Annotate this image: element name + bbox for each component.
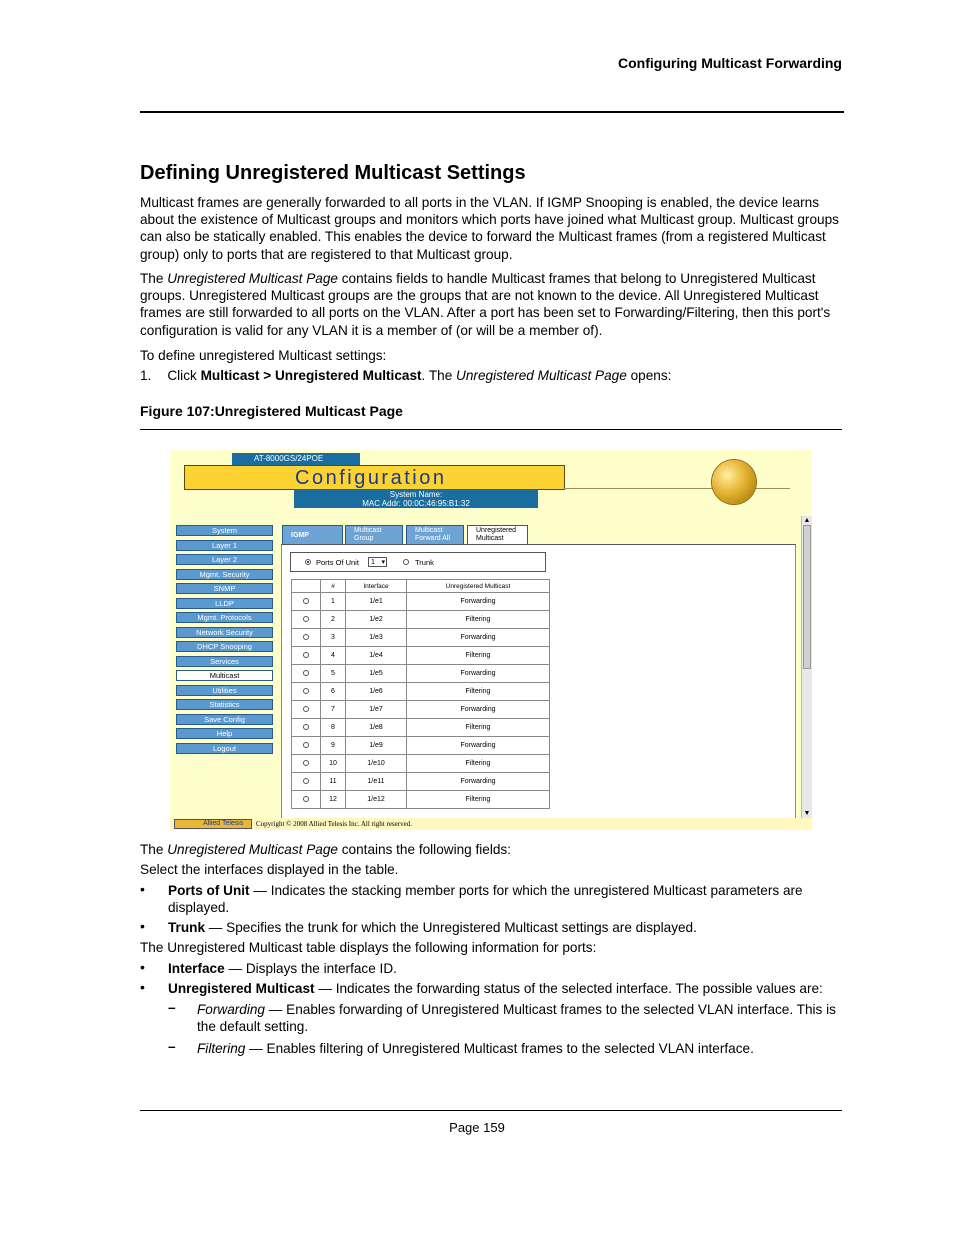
row-interface: 1/e6 xyxy=(346,683,407,701)
scroll-up-icon[interactable]: ▲ xyxy=(803,517,811,524)
row-radio[interactable] xyxy=(303,616,309,622)
row-radio[interactable] xyxy=(303,688,309,694)
row-number: 12 xyxy=(321,791,346,809)
nav-item-utilities[interactable]: Utilities xyxy=(176,685,273,696)
nav-item-layer-2[interactable]: Layer 2 xyxy=(176,554,273,565)
model-label: AT-8000GS/24POE xyxy=(232,453,360,465)
copyright: Copyright © 2008 Allied Telesis Inc. All right reserved. xyxy=(256,820,412,828)
row-select-cell xyxy=(292,665,321,683)
bullet-icon: • xyxy=(140,959,145,975)
row-select-cell xyxy=(292,593,321,611)
row-status: Forwarding xyxy=(407,629,550,647)
nav-item-statistics[interactable]: Statistics xyxy=(176,699,273,710)
row-radio[interactable] xyxy=(303,760,309,766)
nav-item-logout[interactable]: Logout xyxy=(176,743,273,754)
bullet-icon: • xyxy=(140,881,145,897)
header-rule xyxy=(140,111,844,113)
col-interface: Interface xyxy=(346,580,407,593)
row-radio[interactable] xyxy=(303,706,309,712)
select-interfaces-text: Select the interfaces displayed in the table. xyxy=(140,862,399,877)
port-selector xyxy=(290,552,546,572)
nav-item-system[interactable]: System xyxy=(176,525,273,536)
bullet-trunk: Trunk — Specifies the trunk for which the Unregistered Multicast settings are displayed. xyxy=(168,920,697,935)
row-status: Filtering xyxy=(407,611,550,629)
row-interface: 1/e11 xyxy=(346,773,407,791)
table-row xyxy=(292,773,550,791)
row-select-cell xyxy=(292,683,321,701)
row-status: Filtering xyxy=(407,647,550,665)
nav-item-layer-1[interactable]: Layer 1 xyxy=(176,540,273,551)
nav-item-save-config[interactable]: Save Config xyxy=(176,714,273,725)
bullet-icon: • xyxy=(140,918,145,934)
table-row xyxy=(292,629,550,647)
row-status: Forwarding xyxy=(407,665,550,683)
table-row xyxy=(292,593,550,611)
screenshot-footer xyxy=(170,818,812,830)
tab-multicast-group[interactable]: Multicast Group xyxy=(345,525,403,544)
figure-caption: Figure 107:Unregistered Multicast Page xyxy=(140,403,403,419)
row-radio[interactable] xyxy=(303,778,309,784)
scroll-thumb[interactable] xyxy=(803,525,811,669)
configuration-banner: Configuration xyxy=(184,465,565,490)
row-select-cell xyxy=(292,737,321,755)
row-interface: 1/e4 xyxy=(346,647,407,665)
row-number: 10 xyxy=(321,755,346,773)
scroll-down-icon[interactable]: ▼ xyxy=(803,810,811,817)
row-radio[interactable] xyxy=(303,796,309,802)
row-status: Forwarding xyxy=(407,737,550,755)
row-number: 7 xyxy=(321,701,346,719)
nav-item-multicast[interactable]: Multicast xyxy=(176,670,273,681)
nav-item-mgmt-security[interactable]: Mgmt. Security xyxy=(176,569,273,580)
row-select-cell xyxy=(292,755,321,773)
row-interface: 1/e1 xyxy=(346,593,407,611)
ports-of-unit-radio[interactable] xyxy=(305,559,311,565)
paragraph-procedure-intro: To define unregistered Multicast settings: xyxy=(140,348,387,363)
table-row xyxy=(292,665,550,683)
table-row xyxy=(292,701,550,719)
col-unregistered-multicast: Unregistered Multicast xyxy=(407,580,550,593)
row-select-cell xyxy=(292,611,321,629)
scrollbar[interactable] xyxy=(801,516,812,818)
bullet-interface: Interface — Displays the interface ID. xyxy=(168,961,397,976)
row-interface: 1/e12 xyxy=(346,791,407,809)
row-number: 4 xyxy=(321,647,346,665)
web-ui-screenshot xyxy=(170,450,812,830)
nav-item-lldp[interactable]: LLDP xyxy=(176,598,273,609)
row-number: 3 xyxy=(321,629,346,647)
row-interface: 1/e5 xyxy=(346,665,407,683)
unit-select[interactable]: 1 ▾ xyxy=(368,557,387,567)
row-interface: 1/e3 xyxy=(346,629,407,647)
row-status: Forwarding xyxy=(407,701,550,719)
table-row xyxy=(292,611,550,629)
ports-of-unit-label: Ports Of Unit xyxy=(316,558,359,567)
globe-icon xyxy=(712,460,756,504)
row-interface: 1/e7 xyxy=(346,701,407,719)
trunk-radio[interactable] xyxy=(403,559,409,565)
row-number: 8 xyxy=(321,719,346,737)
row-radio[interactable] xyxy=(303,670,309,676)
table-row xyxy=(292,647,550,665)
row-number: 11 xyxy=(321,773,346,791)
nav-item-services[interactable]: Services xyxy=(176,656,273,667)
row-select-cell xyxy=(292,719,321,737)
trunk-label: Trunk xyxy=(415,558,434,567)
step-number: 1. xyxy=(140,368,152,383)
nav-item-network-security[interactable]: Network Security xyxy=(176,627,273,638)
table-row xyxy=(292,791,550,809)
row-select-cell xyxy=(292,773,321,791)
paragraph-page-description: The Unregistered Multicast Page contains fields to handle Multicast frames that belong to Unregistered Multicast groups. Unregistered Multicast groups are the groups that are not known to the device. All Unregistered Multicast frames are still forwarded to all ports on the VLAN. After a port has been set to Forwarding/Filtering, then this port's configuration is valid for any VLAN it is a member of (or will be a member of). xyxy=(140,271,831,338)
dash-icon: – xyxy=(168,1000,176,1015)
row-radio[interactable] xyxy=(303,724,309,730)
row-status: Filtering xyxy=(407,755,550,773)
nav-item-dhcp-snooping[interactable]: DHCP Snooping xyxy=(176,641,273,652)
tab-multicast-forward-all[interactable]: Multicast Forward All xyxy=(406,525,464,544)
row-status: Filtering xyxy=(407,719,550,737)
col-num: # xyxy=(321,580,346,593)
tab-unregistered-multicast[interactable]: Unregistered Multicast xyxy=(467,525,528,545)
row-status: Filtering xyxy=(407,683,550,701)
row-interface: 1/e8 xyxy=(346,719,407,737)
col-select xyxy=(292,580,321,593)
allied-telesis-logo: Allied Telesis xyxy=(174,819,252,829)
unregistered-multicast-table xyxy=(291,579,550,809)
row-status: Forwarding xyxy=(407,593,550,611)
table-row xyxy=(292,719,550,737)
row-number: 5 xyxy=(321,665,346,683)
fields-intro: The Unregistered Multicast Page contains the following fields: xyxy=(140,842,512,857)
chevron-down-icon: ▾ xyxy=(381,559,385,566)
row-radio[interactable] xyxy=(303,652,309,658)
row-interface: 1/e9 xyxy=(346,737,407,755)
bullet-icon: • xyxy=(140,979,145,995)
row-interface: 1/e10 xyxy=(346,755,407,773)
table-info-intro: The Unregistered Multicast table displays the following information for ports: xyxy=(140,940,597,955)
nav-item-mgmt-protocols[interactable]: Mgmt. Protocols xyxy=(176,612,273,623)
row-interface: 1/e2 xyxy=(346,611,407,629)
row-radio[interactable] xyxy=(303,598,309,604)
row-select-cell xyxy=(292,701,321,719)
footer-rule xyxy=(140,1110,842,1111)
table-row xyxy=(292,755,550,773)
paragraph-intro: Multicast frames are generally forwarded to all ports in the VLAN. If IGMP Snooping is enabled, the device learns about the existence of Multicast groups and monitors which ports have joined what Multicast group. Multicast groups can also be statically enabled. This enables the device to forward the Multicast frames (from a registered Multicast group) only to ports that are registered to that Multicast group. xyxy=(140,195,839,262)
row-number: 2 xyxy=(321,611,346,629)
bullet-ports-of-unit: Ports of Unit — Indicates the stacking member ports for which the unregistered Multicast parameters are displayed. xyxy=(168,883,803,916)
sub-bullet-filtering: Filtering — Enables filtering of Unregistered Multicast frames to the selected VLAN interface. xyxy=(197,1041,754,1056)
system-info: System Name: MAC Addr: 00:0C:46:95:B1:32 xyxy=(294,489,538,508)
table-row xyxy=(292,683,550,701)
table-row xyxy=(292,737,550,755)
row-radio[interactable] xyxy=(303,634,309,640)
nav-item-snmp[interactable]: SNMP xyxy=(176,583,273,594)
row-radio[interactable] xyxy=(303,742,309,748)
sub-bullet-forwarding: Forwarding — Enables forwarding of Unregistered Multicast frames to the selected VLAN interface. This is the default setting. xyxy=(197,1002,836,1035)
row-number: 1 xyxy=(321,593,346,611)
row-select-cell xyxy=(292,791,321,809)
procedure-step-1: 1. Click Multicast > Unregistered Multicast. The Unregistered Multicast Page opens: xyxy=(140,368,672,383)
row-select-cell xyxy=(292,647,321,665)
nav-item-help[interactable]: Help xyxy=(176,728,273,739)
row-number: 9 xyxy=(321,737,346,755)
tab-igmp[interactable]: IGMP xyxy=(282,525,343,544)
page-number: Page 159 xyxy=(449,1120,505,1135)
row-status: Filtering xyxy=(407,791,550,809)
running-header: Configuring Multicast Forwarding xyxy=(618,55,842,71)
bullet-unregistered-multicast: Unregistered Multicast — Indicates the forwarding status of the selected interface. The possible values are: xyxy=(168,981,823,996)
figure-rule xyxy=(140,429,842,430)
banner-line xyxy=(564,488,790,489)
row-status: Forwarding xyxy=(407,773,550,791)
dash-icon: – xyxy=(168,1039,176,1054)
row-select-cell xyxy=(292,629,321,647)
section-title: Defining Unregistered Multicast Settings xyxy=(140,162,526,184)
row-number: 6 xyxy=(321,683,346,701)
